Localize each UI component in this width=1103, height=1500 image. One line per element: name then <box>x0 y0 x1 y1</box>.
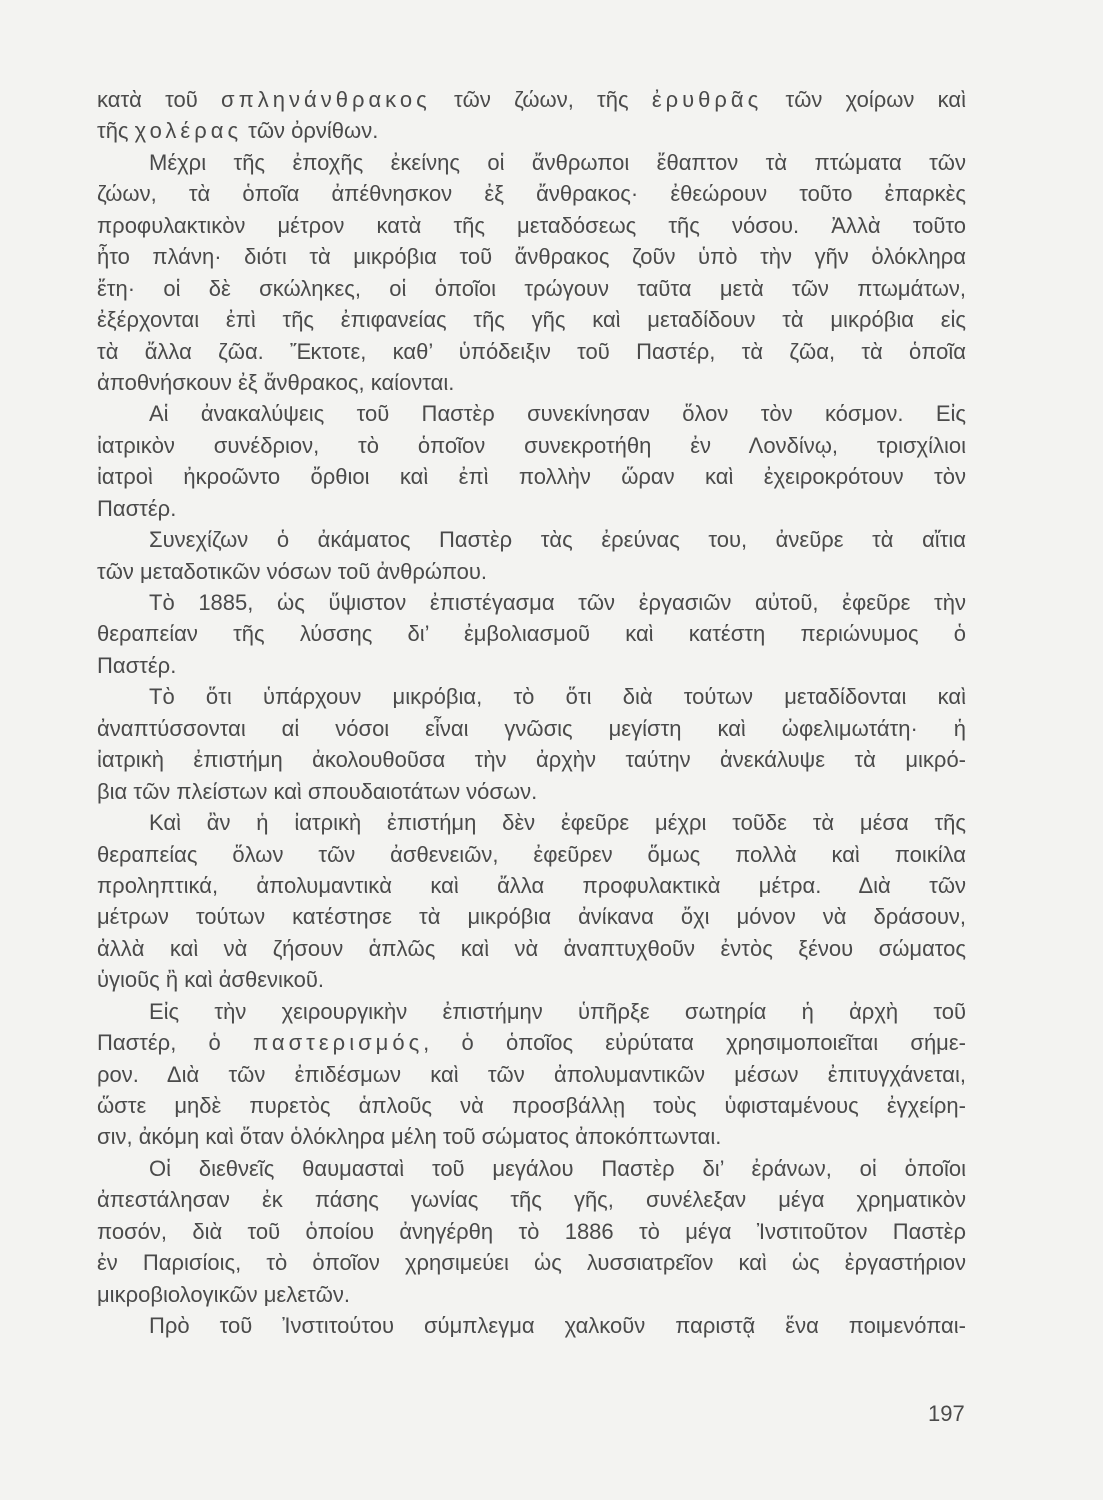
paragraph <box>97 587 966 681</box>
text-line: τὰ ἄλλα ζῶα. Ἔκτοτε, καθ’ ὑπόδειξιν τοῦ Παστέρ, τὰ ζῶα, τὰ ὁποῖα <box>97 338 966 364</box>
text-line: ἰατρικὸν συνέδριον, τὸ ὁποῖον συνεκροτήθη ἐν Λονδίνῳ, τρισχίλιοι <box>97 432 966 458</box>
text-line: ἰατροὶ ἠκροῶντο ὄρθιοι καὶ ἐπὶ πολλὴν ὥραν καὶ ἐχειροκρότουν τὸν <box>97 464 966 490</box>
text-line: ζώων, τὰ ὁποῖα ἀπέθνησκον ἐξ ἄνθρακος· ἐθεώρουν τοῦτο ἐπαρκὲς <box>97 181 966 207</box>
paragraph <box>97 398 966 524</box>
paragraph <box>97 681 966 807</box>
text-line: Εἰς τὴν χειρουργικὴν ἐπιστήμην ὑπῆρξε σωτηρία ἡ ἀρχὴ τοῦ <box>149 998 966 1024</box>
paragraph <box>97 1153 966 1310</box>
text-line: ἰατρικὴ ἐπιστήμη ἀκολουθοῦσα τὴν ἀρχὴν ταύτην ἀνεκάλυψε τὰ μικρό- <box>97 747 966 773</box>
text-line: Τὸ ὅτι ὑπάρχουν μικρόβια, τὸ ὅτι διὰ τούτων μεταδίδονται καὶ <box>149 684 966 710</box>
text-line: Καὶ ἂν ἡ ἰατρικὴ ἐπιστήμη δὲν ἐφεῦρε μέχρι τοῦδε τὰ μέσα τῆς <box>149 810 966 836</box>
paragraph <box>97 524 966 587</box>
paragraph <box>97 996 966 1153</box>
emphasized-word: παστερισμός <box>253 1030 424 1056</box>
text-segment: Παστέρ, ὁ <box>97 1030 254 1056</box>
text-line: σιν, ἀκόμη καὶ ὅταν ὁλόκληρα μέλη τοῦ σώματος ἀποκόπτωνται. <box>97 1124 722 1150</box>
text-segment: τῶν χοίρων καὶ <box>762 87 966 112</box>
text-line: ἀποθνήσκουν ἐξ ἄνθρακος, καίονται. <box>97 369 455 395</box>
text-line: ἀπεστάλησαν ἐκ πάσης γωνίας τῆς γῆς, συνέλεξαν μέγα χρηματικὸν <box>97 1187 966 1213</box>
text-segment: τῶν ὀρνίθων. <box>242 118 379 144</box>
text-line: Παστέρ. <box>97 495 177 521</box>
text-line: ἔτη· οἱ δὲ σκώληκες, οἱ ὁποῖοι τρώγουν ταῦτα μετὰ τῶν πτωμάτων, <box>97 275 966 301</box>
text-line: προφυλακτικὸν μέτρον κατὰ τῆς μεταδόσεως τῆς νόσου. Ἀλλὰ τοῦτο <box>97 212 966 238</box>
text-line: μέτρων τούτων κατέστησε τὰ μικρόβια ἀνίκανα ὄχι μόνον νὰ δράσουν, <box>97 904 966 930</box>
text-line: βια τῶν πλείστων καὶ σπουδαιοτάτων νόσων. <box>97 778 538 804</box>
text-segment: τῶν ζώων, τῆς <box>430 87 652 112</box>
text-line: ἀναπτύσσονται αἱ νόσοι εἶναι γνῶσις μεγίστη καὶ ὠφελιμωτάτη· ἡ <box>97 715 966 741</box>
text-line: θεραπείας ὅλων τῶν ἀσθενειῶν, ἐφεῦρεν ὅμως πολλὰ καὶ ποικίλα <box>97 841 966 867</box>
paragraph <box>97 84 966 147</box>
text-line: Συνεχίζων ὁ ἀκάματος Παστὲρ τὰς ἐρεύνας του, ἀνεῦρε τὰ αἴτια <box>149 527 966 553</box>
emphasized-word: σπληνάνθρακος <box>221 87 431 112</box>
text-segment: τῆς <box>97 118 135 144</box>
text-line: προληπτικά, ἀπολυμαντικὰ καὶ ἄλλα προφυλακτικὰ μέτρα. Διὰ τῶν <box>97 872 966 898</box>
text-line: ρον. Διὰ τῶν ἐπιδέσμων καὶ τῶν ἀπολυμαντικῶν μέσων ἐπιτυγχάνεται, <box>97 1061 966 1087</box>
text-line: ἐξέρχονται ἐπὶ τῆς ἐπιφανείας τῆς γῆς καὶ μεταδίδουν τὰ μικρόβια εἰς <box>97 307 966 333</box>
text-line: θεραπείαν τῆς λύσσης δι’ ἐμβολιασμοῦ καὶ κατέστη περιώνυμος ὁ <box>97 621 966 647</box>
text-line: ὥστε μηδὲ πυρετὸς ἁπλοῦς νὰ προσβάλλῃ τοὺς ὑφισταμένους ἐγχείρη- <box>97 1093 966 1118</box>
text-line: ἦτο πλάνη· διότι τὰ μικρόβια τοῦ ἄνθρακος ζοῦν ὑπὸ τὴν γῆν ὁλόκληρα <box>97 244 966 270</box>
paragraph <box>97 1310 966 1341</box>
text-line: μικροβιολογικῶν μελετῶν. <box>97 1281 351 1307</box>
text-line: ὑγιοῦς ἢ καὶ ἀσθενικοῦ. <box>97 967 325 993</box>
text-line: Τὸ 1885, ὡς ὕψιστον ἐπιστέγασμα τῶν ἐργασιῶν αὐτοῦ, ἐφεῦρε τὴν <box>149 590 966 615</box>
text-line: τῶν μεταδοτικῶν νόσων τοῦ ἀνθρώπου. <box>97 558 488 584</box>
text-line: ἐν Παρισίοις, τὸ ὁποῖον χρησιμεύει ὡς λυσσιατρεῖον καὶ ὡς ἐργαστήριον <box>97 1250 966 1276</box>
paragraph <box>97 147 966 399</box>
emphasized-word: ἐρυθρᾶς <box>651 87 763 112</box>
text-line: Παστέρ. <box>97 652 177 678</box>
text-line: Αἱ ἀνακαλύψεις τοῦ Παστὲρ συνεκίνησαν ὅλον τὸν κόσμον. Εἰς <box>149 401 966 427</box>
text-line: ἀλλὰ καὶ νὰ ζήσουν ἁπλῶς καὶ νὰ ἀναπτυχθοῦν ἐντὸς ξένου σώματος <box>97 935 966 961</box>
text-segment: κατὰ τοῦ <box>97 87 221 112</box>
text-line <box>97 115 966 146</box>
text-line: Πρὸ τοῦ Ἰνστιτούτου σύμπλεγμα χαλκοῦν παριστᾷ ἕνα ποιμενόπαι- <box>149 1313 966 1339</box>
text-line <box>97 1027 966 1058</box>
text-line: Μέχρι τῆς ἐποχῆς ἐκείνης οἱ ἄνθρωποι ἔθαπτον τὰ πτώματα τῶν <box>149 149 966 175</box>
page-number: 197 <box>928 1401 965 1426</box>
text-line: ποσόν, διὰ τοῦ ὁποίου ἀνηγέρθη τὸ 1886 τὸ μέγα Ἰνστιτοῦτον Παστὲρ <box>97 1218 966 1244</box>
text-segment: , ὁ ὁποῖος εὐρύτατα χρησιμοποιεῖται σήμε- <box>423 1030 966 1056</box>
paragraph <box>97 807 966 996</box>
body-text <box>97 84 966 1342</box>
emphasized-word: χολέρας <box>134 118 243 144</box>
text-line: Οἱ διεθνεῖς θαυμασταὶ τοῦ μεγάλου Παστὲρ δι’ ἐράνων, οἱ ὁποῖοι <box>149 1155 966 1181</box>
text-line <box>97 84 966 115</box>
